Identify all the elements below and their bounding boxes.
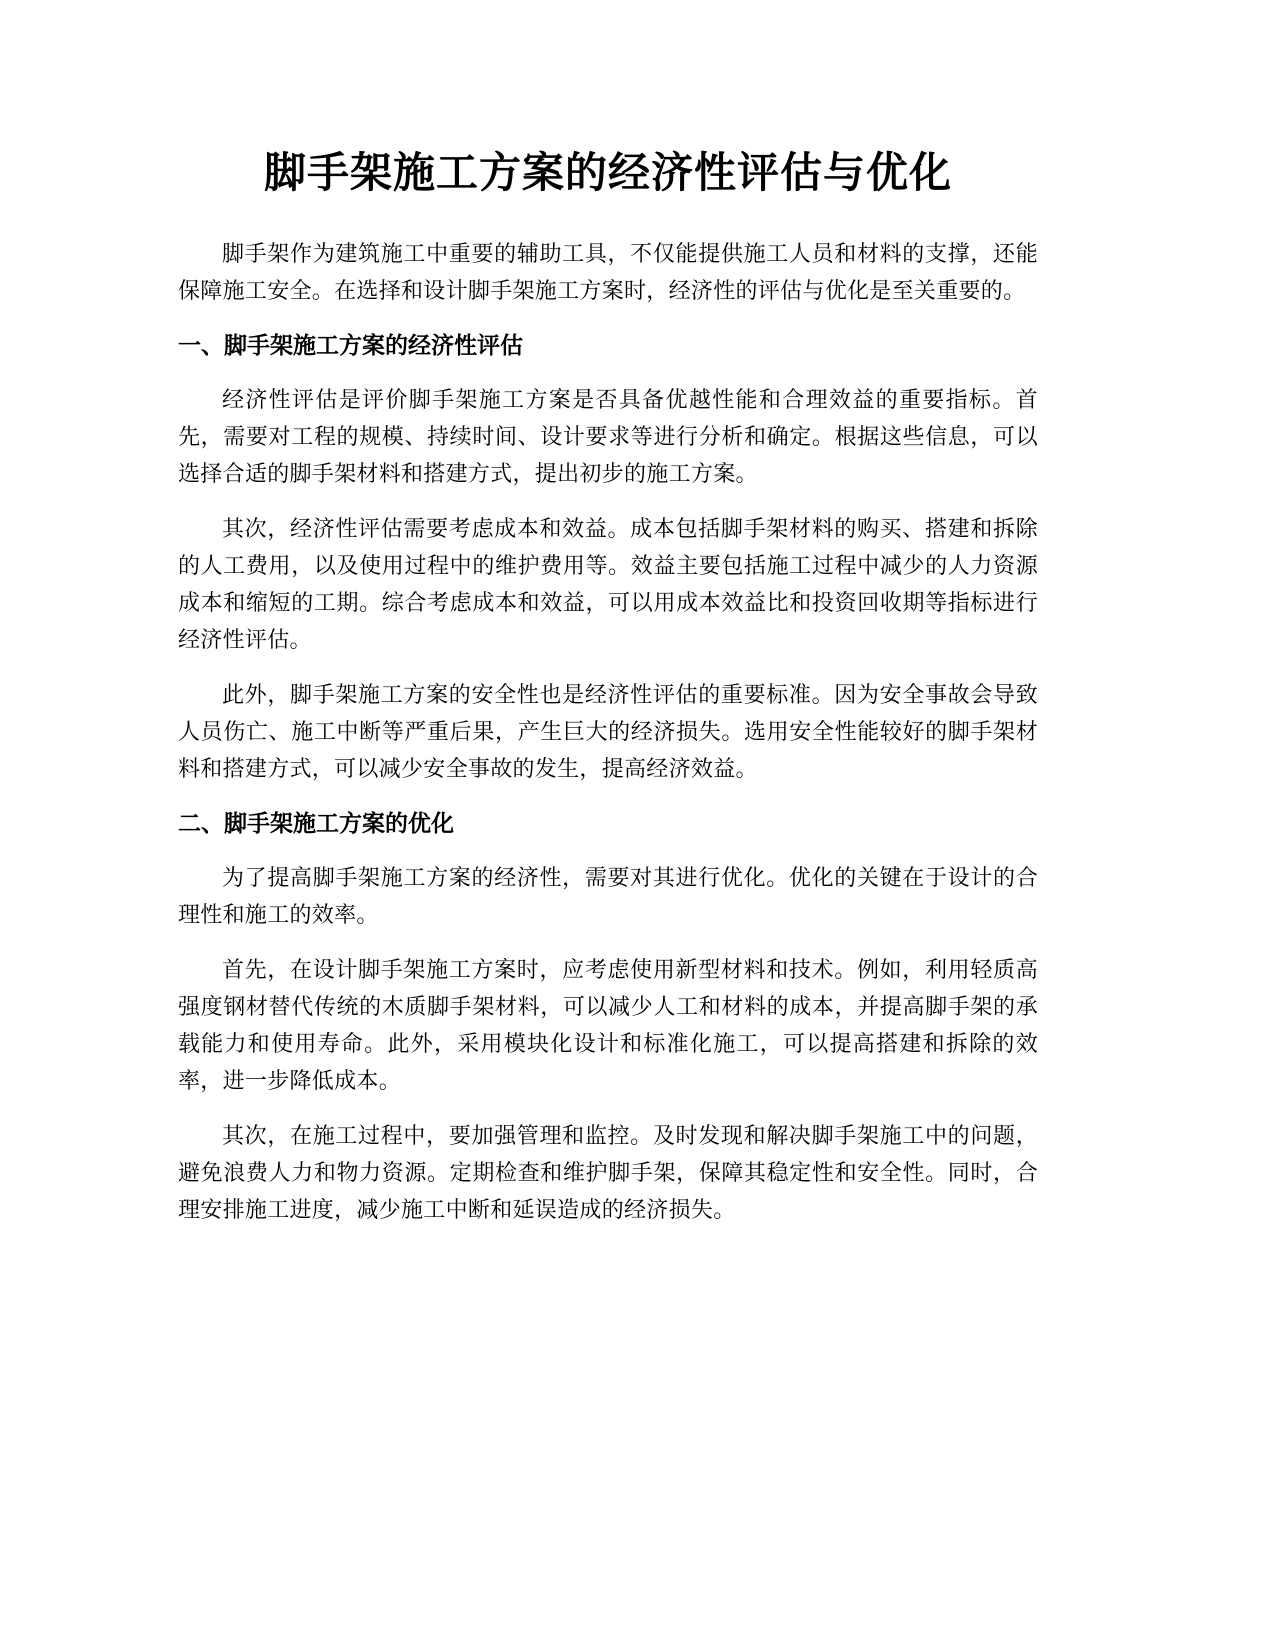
spacer — [178, 788, 1038, 806]
spacer — [178, 843, 1038, 860]
spacer — [178, 1100, 1038, 1118]
document-title: 脚手架施工方案的经济性评估与优化 — [263, 148, 952, 197]
section-2-paragraph-1: 为了提高脚手架施工方案的经济性，需要对其进行优化。优化的关键在于设计的合理性和施工的效率。 — [178, 866, 1038, 928]
spacer — [178, 934, 1038, 952]
section-2-paragraph-3: 其次，在施工过程中，要加强管理和监控。及时发现和解决脚手架施工中的问题，避免浪费人力和物力资源。定期检查和维护脚手架，保障其稳定性和安全性。同时，合理安排施工进度，减少施工中断和延误造成的经济损失。 — [178, 1124, 1038, 1223]
intro-paragraph: 脚手架作为建筑施工中重要的辅助工具，不仅能提供施工人员和材料的支撑，还能保障施工安全。在选择和设计脚手架施工方案时，经济性的评估与优化是至关重要的。 — [178, 242, 1038, 304]
document-page — [178, 140, 1038, 1229]
section-2-heading: 二、脚手架施工方案的优化 — [178, 811, 454, 837]
section-1-paragraph-2: 其次，经济性评估需要考虑成本和效益。成本包括脚手架材料的购买、搭建和拆除的人工费用，以及使用过程中的维护费用等。效益主要包括施工过程中减少的人力资源成本和缩短的工期。综合考虑成本和效益，可以用成本效益比和投资回收期等指标进行经济性评估。 — [178, 517, 1038, 653]
spacer — [178, 493, 1038, 511]
spacer — [178, 365, 1038, 382]
section-2-paragraph-2: 首先，在设计脚手架施工方案时，应考虑使用新型材料和技术。例如，利用轻质高强度钢材替代传统的木质脚手架材料，可以减少人工和材料的成本，并提高脚手架的承载能力和使用寿命。此外，采用模块化设计和标准化施工，可以提高搭建和拆除的效率，进一步降低成本。 — [178, 958, 1038, 1094]
section-1-paragraph-1: 经济性评估是评价脚手架施工方案是否具备优越性能和合理效益的重要指标。首先，需要对工程的规模、持续时间、设计要求等进行分析和确定。根据这些信息，可以选择合适的脚手架材料和搭建方式，提出初步的施工方案。 — [178, 388, 1038, 487]
section-1-heading: 一、脚手架施工方案的经济性评估 — [178, 333, 523, 359]
spacer — [178, 206, 1038, 236]
spacer — [178, 310, 1038, 328]
section-1-paragraph-3: 此外，脚手架施工方案的安全性也是经济性评估的重要标准。因为安全事故会导致人员伤亡、施工中断等严重后果，产生巨大的经济损失。选用安全性能较好的脚手架材料和搭建方式，可以减少安全事故的发生，提高经济效益。 — [178, 683, 1038, 782]
spacer — [178, 659, 1038, 677]
